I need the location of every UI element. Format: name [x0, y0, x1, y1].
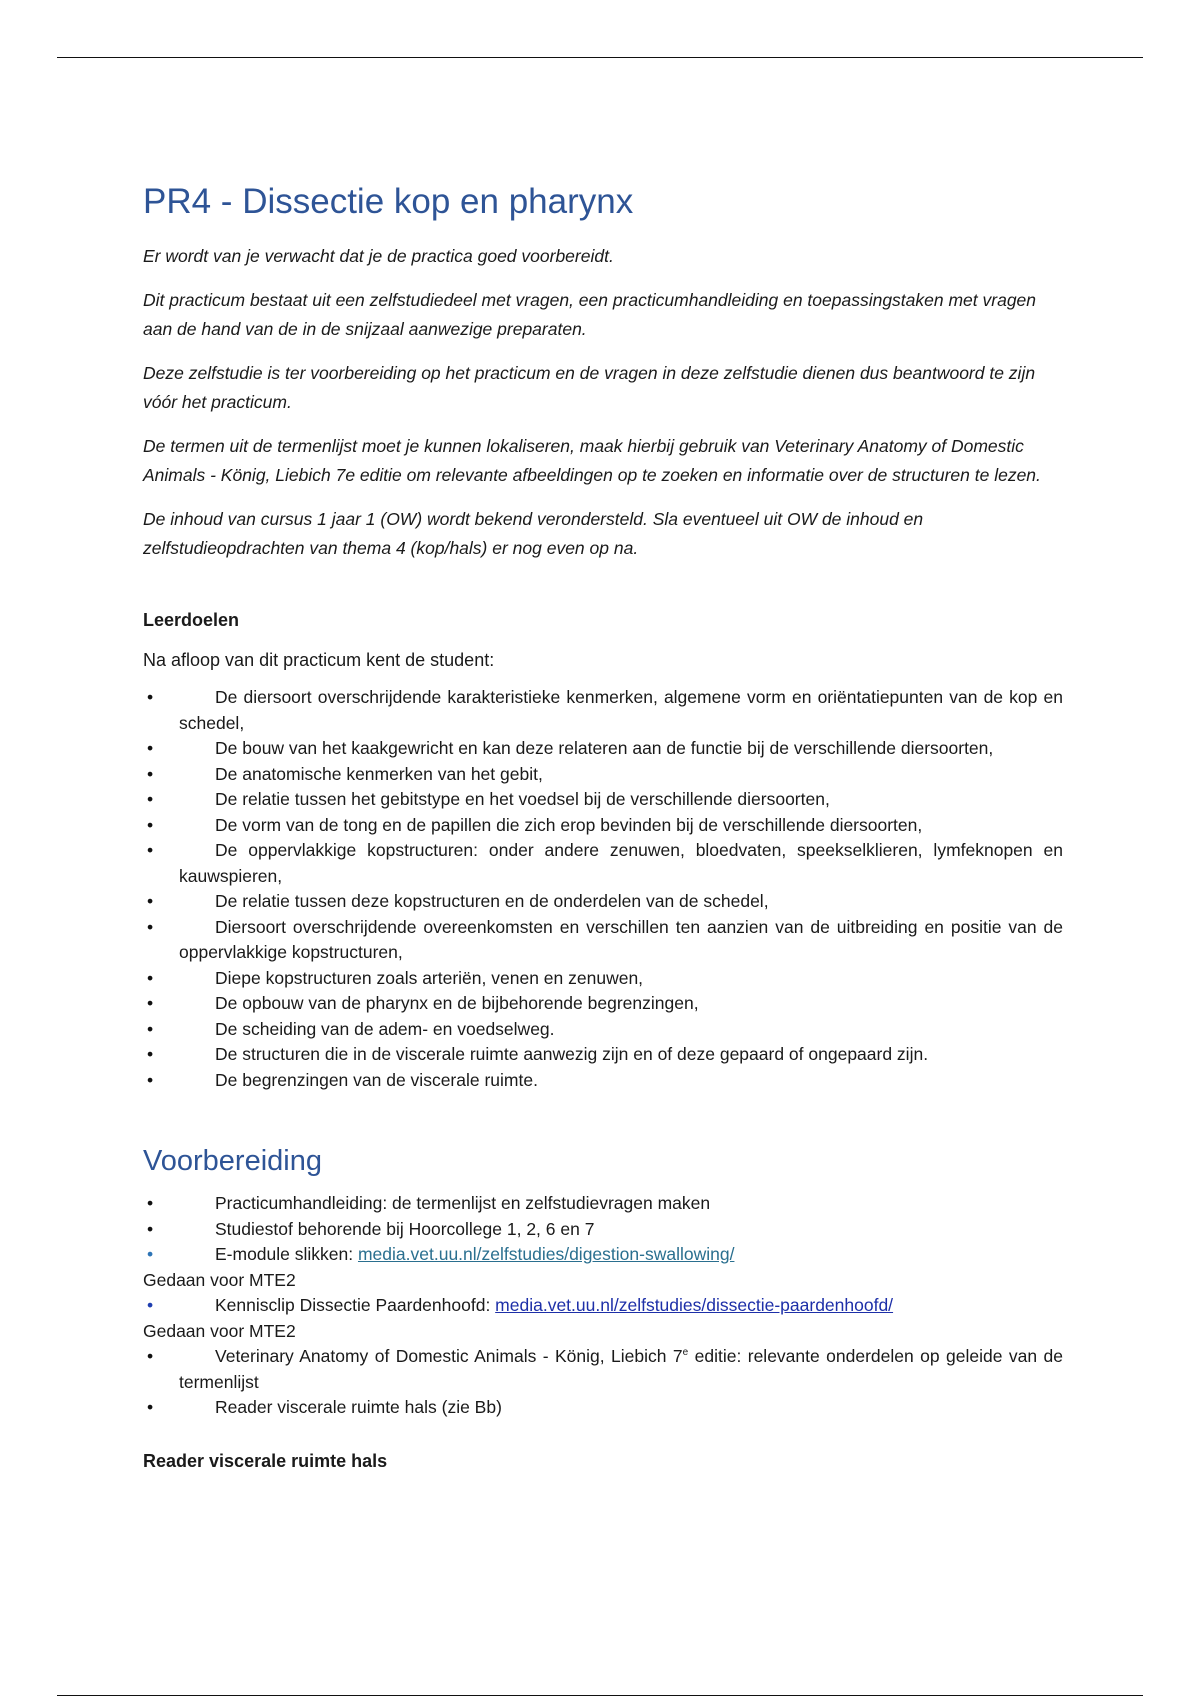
list-item: • De begrenzingen van de viscerale ruimte.: [179, 1068, 1063, 1094]
list-item-kennisclip: [179, 1293, 1063, 1319]
done-note: Gedaan voor MTE2: [143, 1269, 296, 1290]
voorbereiding-list-2: [143, 1293, 1063, 1319]
page-title: PR4 - Dissectie kop en pharynx: [143, 182, 634, 221]
list-item: • De scheiding van de adem- en voedselweg.: [179, 1017, 1063, 1043]
book-text: Veterinary Anatomy of Domestic Animals - König, Liebich 7: [215, 1346, 683, 1366]
list-item: • Diepe kopstructuren zoals arteriën, venen en zenuwen,: [179, 966, 1063, 992]
leerdoelen-lead: Na afloop van dit practicum kent de student:: [143, 650, 495, 670]
header-rule: [57, 57, 1143, 58]
list-item: • Diersoort overschrijdende overeenkomsten en verschillen ten aanzien van de uitbreiding en positie van de oppervlakkige kopstructuren,: [179, 915, 1063, 966]
document-body: [143, 178, 1063, 1475]
done-note: Gedaan voor MTE2: [143, 1320, 296, 1341]
intro-paragraph: Dit practicum bestaat uit een zelfstudiedeel met vragen, een practicumhandleiding en toepassingstaken met vragen aan de hand van de in de snijzaal aanwezige preparaten.: [143, 290, 1037, 339]
list-item: • Practicumhandleiding: de termenlijst en zelfstudievragen maken: [179, 1191, 1063, 1217]
list-item: • Reader viscerale ruimte hals (zie Bb): [179, 1395, 1063, 1421]
list-item: • De relatie tussen deze kopstructuren en de onderdelen van de schedel,: [179, 889, 1063, 915]
list-item: • De diersoort overschrijdende karakteristieke kenmerken, algemene vorm en oriëntatiepunten van de kop en schedel,: [179, 685, 1063, 736]
intro-paragraph: Er wordt van je verwacht dat je de practica goed voorbereidt.: [143, 246, 614, 266]
voorbereiding-list-3: [143, 1344, 1063, 1421]
book-text-rest: editie: relevante onderdelen op geleide van de termenlijst: [179, 1346, 1063, 1392]
edition-superscript: e: [682, 1347, 689, 1359]
voorbereiding-heading: Voorbereiding: [143, 1145, 322, 1177]
list-item: • De structuren die in de viscerale ruimte aanwezig zijn en of deze gepaard of ongepaard zijn.: [179, 1042, 1063, 1068]
kennisclip-link[interactable]: media.vet.uu.nl/zelfstudies/dissectie-paardenhoofd/: [495, 1295, 894, 1315]
emodule-label: E-module slikken:: [215, 1244, 358, 1264]
kennisclip-label: Kennisclip Dissectie Paardenhoofd:: [215, 1295, 496, 1315]
leerdoelen-list: [143, 685, 1063, 1093]
voorbereiding-list-1: [143, 1191, 1063, 1268]
list-item: • De vorm van de tong en de papillen die zich erop bevinden bij de verschillende diersoorten,: [179, 813, 1063, 839]
leerdoelen-heading: Leerdoelen: [143, 610, 240, 630]
list-item-book: [179, 1344, 1063, 1395]
list-item: • De oppervlakkige kopstructuren: onder andere zenuwen, bloedvaten, speekselklieren, lymfeknopen en kauwspieren,: [179, 838, 1063, 889]
emodule-link[interactable]: media.vet.uu.nl/zelfstudies/digestion-swallowing/: [357, 1244, 735, 1264]
list-item: • De bouw van het kaakgewricht en kan deze relateren aan de functie bij de verschillende diersoorten,: [179, 736, 1063, 762]
list-item-emodule: [179, 1242, 1063, 1268]
intro-paragraph: De inhoud van cursus 1 jaar 1 (OW) wordt bekend verondersteld. Sla eventueel uit OW de inhoud en zelfstudieopdrachten van thema 4 (kop/hals) er nog even op na.: [143, 509, 924, 558]
reader-heading: Reader viscerale ruimte hals: [143, 1450, 388, 1471]
list-item: • De relatie tussen het gebitstype en het voedsel bij de verschillende diersoorten,: [179, 787, 1063, 813]
intro-section: [143, 242, 1063, 563]
footer-rule: [57, 1695, 1143, 1696]
list-item: • De opbouw van de pharynx en de bijbehorende begrenzingen,: [179, 991, 1063, 1017]
list-item: • Studiestof behorende bij Hoorcollege 1, 2, 6 en 7: [179, 1217, 1063, 1243]
list-item: • De anatomische kenmerken van het gebit,: [179, 762, 1063, 788]
intro-paragraph: Deze zelfstudie is ter voorbereiding op het practicum en de vragen in deze zelfstudie dienen dus beantwoord te zijn vóór het practicum.: [143, 363, 1036, 412]
intro-paragraph: De termen uit de termenlijst moet je kunnen lokaliseren, maak hierbij gebruik van Veterinary Anatomy of Domestic Animals - König, Liebich 7e editie om relevante afbeeldingen op te zoeken en informatie over de structuren te lezen.: [143, 436, 1041, 485]
